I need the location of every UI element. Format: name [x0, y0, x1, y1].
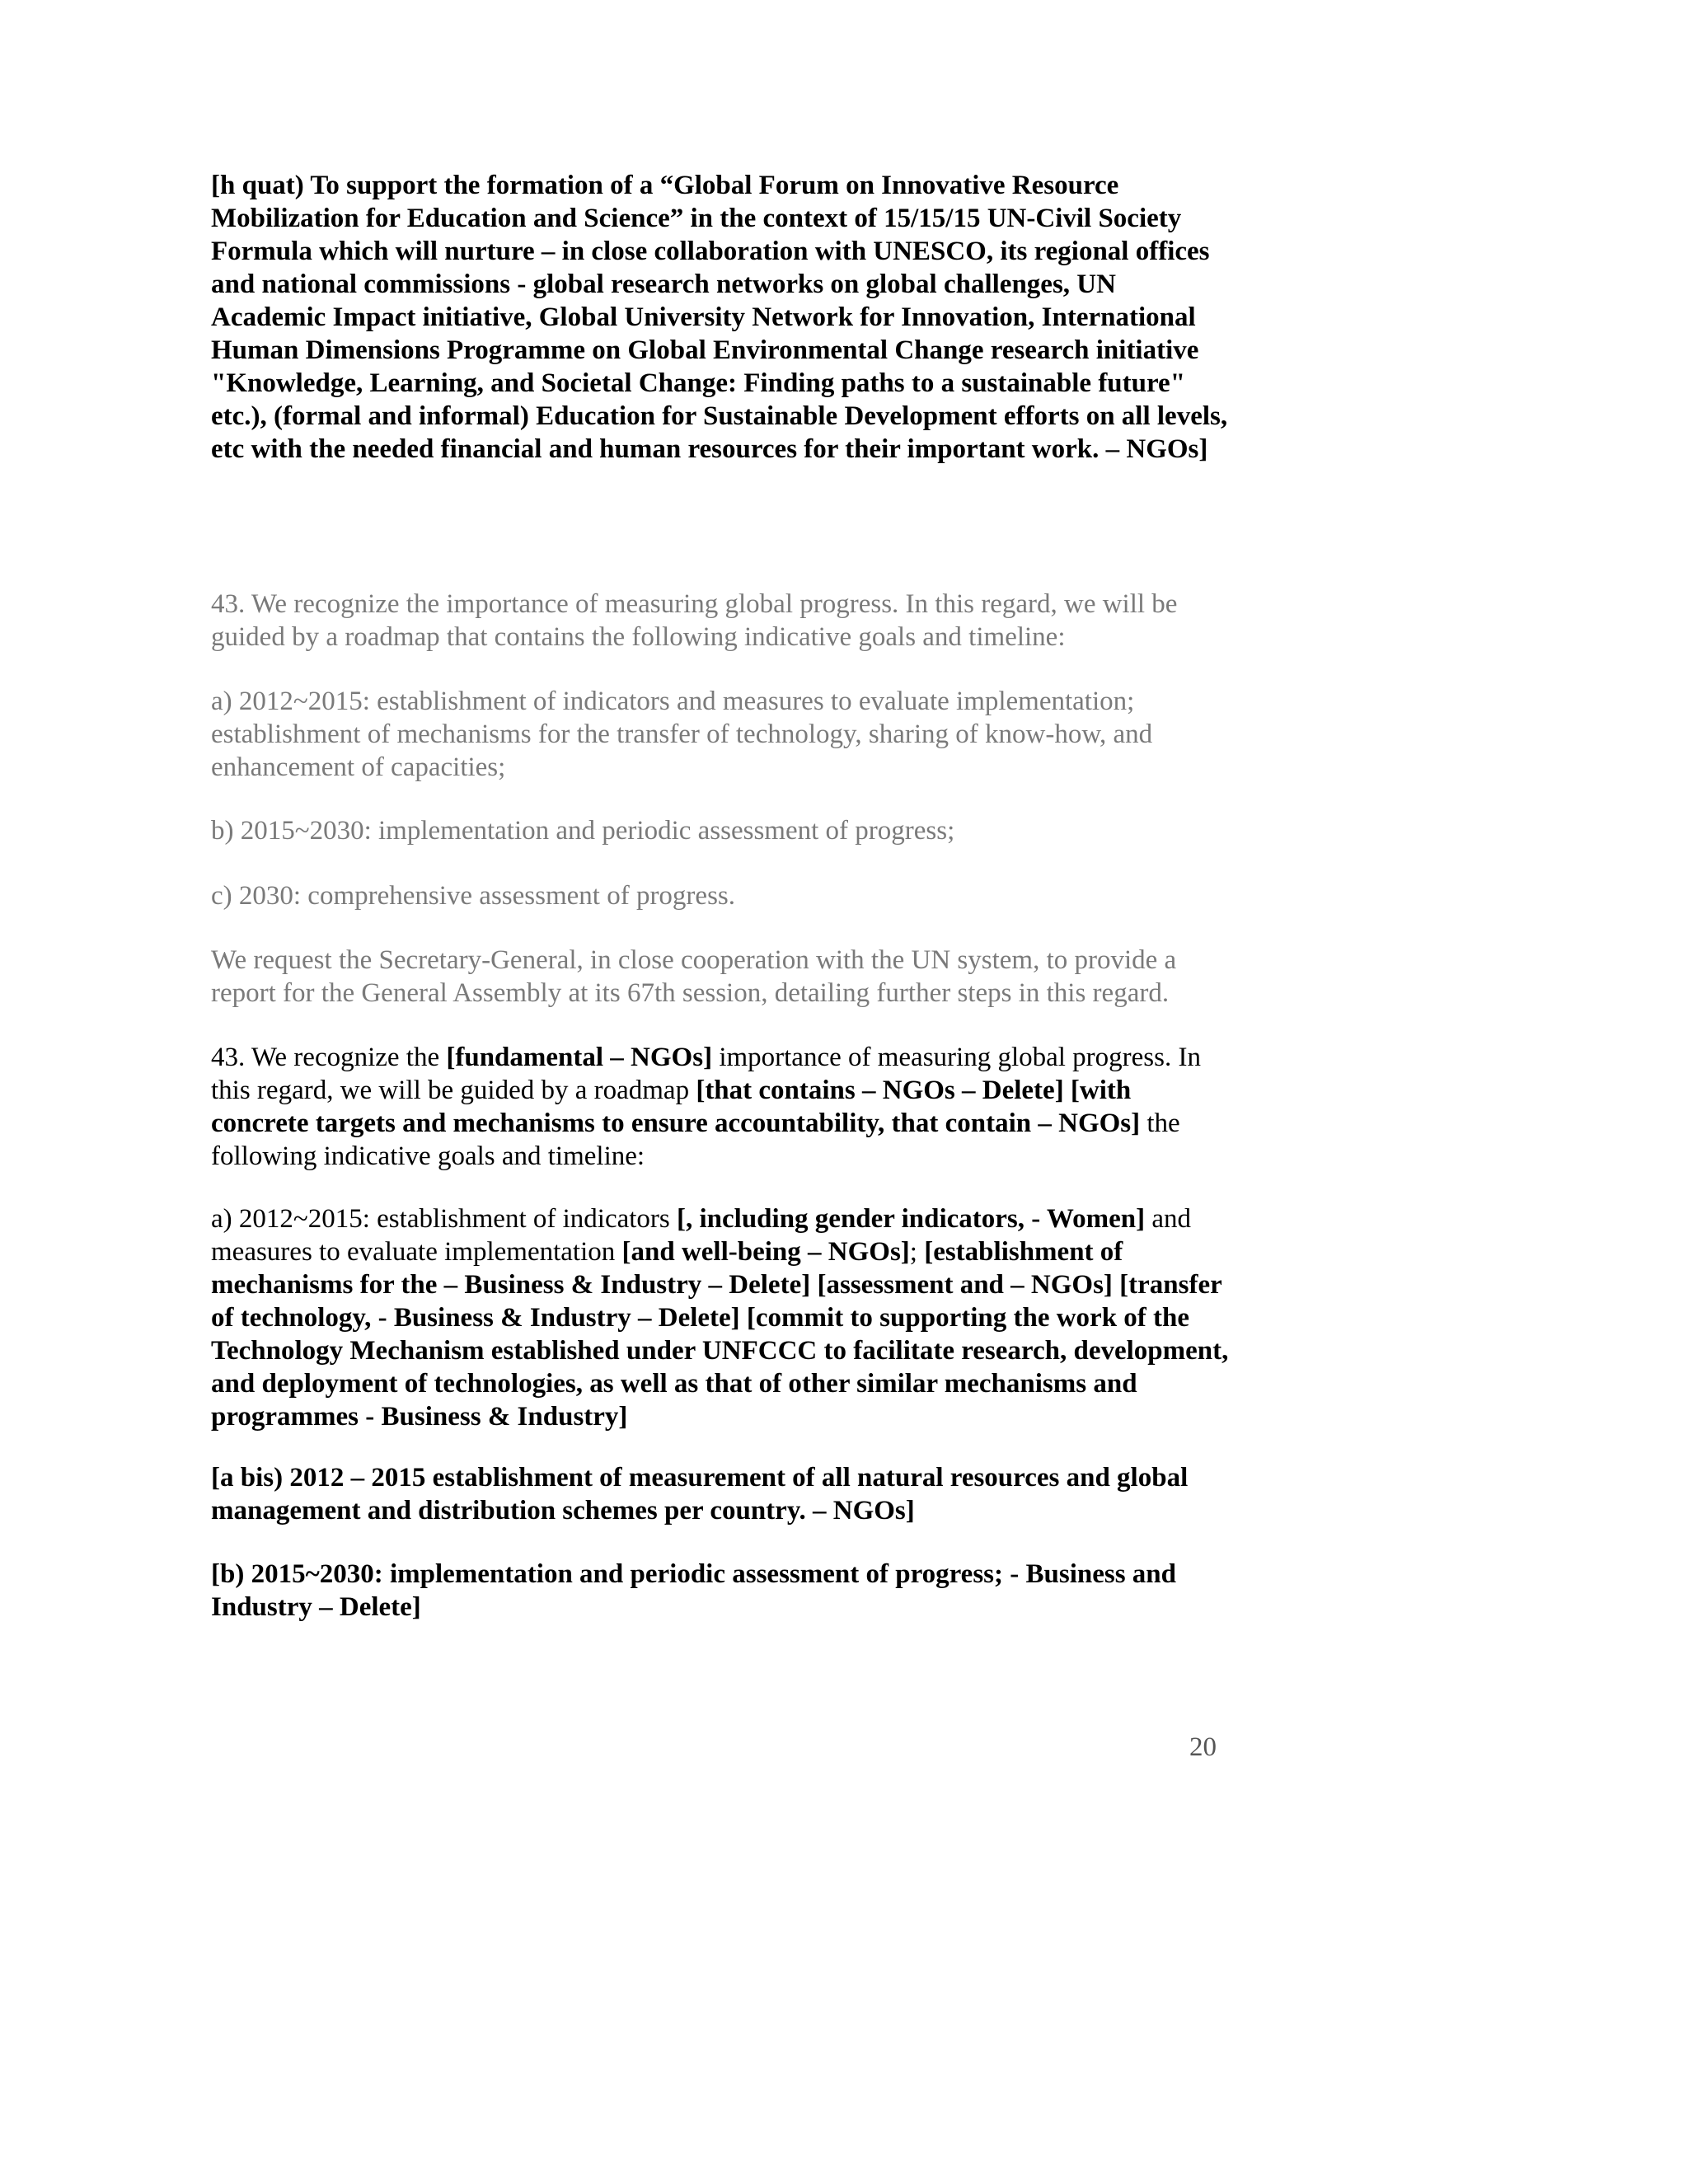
request-original: We request the Secretary-General, in close cooperation with the UN system, to provide a report for the General Assembly at its 67th session, detailing further steps in this regard.: [211, 945, 1177, 1008]
amended-a-insert-1: [, including gender indicators, - Women]: [677, 1204, 1146, 1234]
item-c-original: c) 2030: comprehensive assessment of progress.: [211, 881, 736, 911]
amended-a-insert-2: [and well-being – NGOs]: [621, 1237, 910, 1267]
amended-43-text-3: the following indicative goals and timeline:: [211, 1108, 1180, 1171]
paragraph-43-amended: [211, 1041, 1233, 1173]
amended-43-text-1: 43. We recognize the: [211, 1043, 447, 1072]
amended-a-insert-3: [establishment of mechanisms for the – Business & Industry – Delete] [assessment and – NGOs] [transfer of technology, - Business & Industry – Delete] [commit to supporting the work of the Technology Mechanism established under UNFCCC to facilitate research, development, and deployment of technologies, as well as that of other similar mechanisms and programmes - Business & Industry]: [211, 1237, 1229, 1432]
item-b-original: b) 2015~2030: implementation and periodic assessment of progress;: [211, 816, 955, 846]
item-b-amended: [211, 1558, 1233, 1624]
amended-a-text-3: ;: [909, 1237, 925, 1267]
paragraph-h-quat: [211, 169, 1233, 466]
a-bis-text: [a bis) 2012 – 2015 establishment of measurement of all natural resources and global management and distribution schemes per country. – NGOs]: [211, 1463, 1189, 1526]
paragraph-43-original: 43. We recognize the importance of measuring global progress. In this regard, we will be guided by a roadmap that contains the following indicative goals and timeline:: [211, 589, 1178, 652]
amended-43-text-2: importance of measuring global progress. In this regard, we will be guided by a roadmap: [211, 1043, 1201, 1105]
item-a-original: a) 2012~2015: establishment of indicators and measures to evaluate implementation; establishment of mechanisms for the transfer of technology, sharing of know-how, and enhancement of capacities;: [211, 687, 1153, 782]
amended-a-text-2: and measures to evaluate implementation: [211, 1204, 1191, 1267]
item-a-bis: [211, 1461, 1233, 1527]
amended-43-insert-1: [fundamental – NGOs]: [446, 1043, 713, 1072]
h-quat-text: [h quat) To support the formation of a “Global Forum on Innovative Resource Mobilization for Education and Science” in the context of 15/15/15 UN-Civil Society Formula which will nurture – in close collaboration with UNESCO, its regional offices and national commissions - global research networks on global challenges, UN Academic Impact initiative, Global University Network for Innovation, International Human Dimensions Programme on Global Environmental Change research initiative "Knowledge, Learning, and Societal Change: Finding paths to a sustainable future" etc.), (formal and informal) Education for Sustainable Development efforts on all levels, etc with the needed financial and human resources for their important work. – NGOs]: [211, 171, 1228, 464]
item-a-amended: [211, 1202, 1233, 1433]
page-number: 20: [1189, 1732, 1217, 1762]
amended-a-text-1: a) 2012~2015: establishment of indicators: [211, 1204, 677, 1234]
amended-43-insert-2: [that contains – NGOs – Delete] [with concrete targets and mechanisms to ensure accountability, that contain – NGOs]: [211, 1076, 1141, 1138]
b-amended-text: [b) 2015~2030: implementation and periodic assessment of progress; - Business and Industry – Delete]: [211, 1559, 1177, 1622]
